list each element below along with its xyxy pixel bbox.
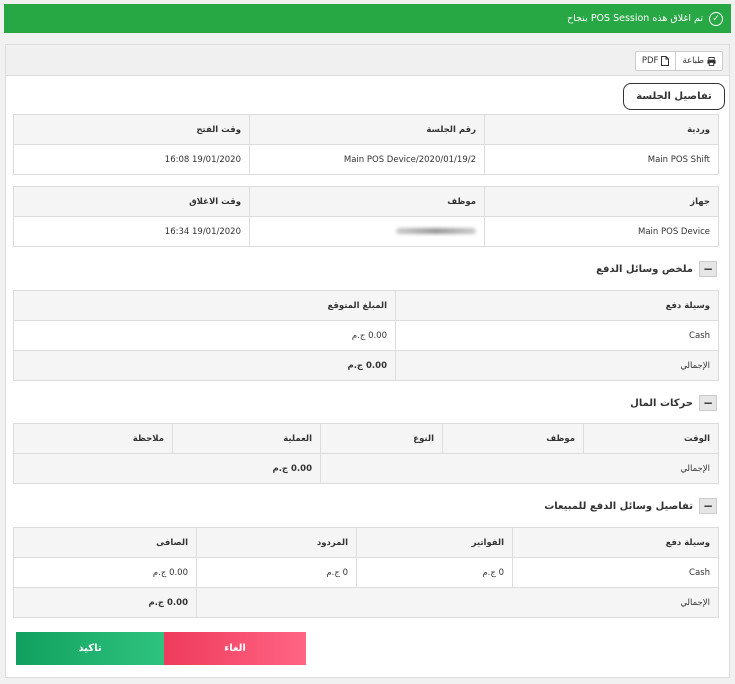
session-info-table-1 — [13, 114, 719, 175]
sales-payments-section-header[interactable] — [544, 498, 717, 514]
expected-amount-header: المبلغ المتوقع — [14, 291, 396, 321]
returns-cell: 0 ج.م — [197, 558, 357, 588]
device-header: جهاز — [485, 187, 719, 217]
sales-payments-title: تفاصيل وسائل الدفع للمبيعات — [544, 500, 693, 512]
action-buttons — [16, 632, 306, 665]
session-info-table-2 — [13, 186, 719, 247]
cash-movements-table — [13, 423, 719, 484]
shift-header: وردية — [485, 115, 719, 145]
total-value: 0.00 ج.م — [14, 351, 396, 381]
sales-payments-table — [13, 527, 719, 618]
closing-time-value: 19/01/2020 16:34 — [14, 217, 250, 247]
cancel-button[interactable]: الغاء — [164, 632, 306, 665]
invoices-cell: 0 ج.م — [357, 558, 513, 588]
print-label: طباعة — [682, 56, 704, 66]
session-panel — [5, 44, 730, 678]
payment-method-cell: Cash — [396, 321, 719, 351]
cash-movements-title: حركات المال — [630, 397, 693, 409]
employee-header: موظف — [250, 187, 485, 217]
opening-time-value: 19/01/2020 16:08 — [14, 145, 250, 175]
panel-toolbar — [6, 45, 729, 76]
total-label: الإجمالي — [197, 588, 719, 618]
confirm-button[interactable]: تاكيد — [16, 632, 164, 665]
collapse-icon[interactable]: − — [699, 395, 717, 411]
printer-icon — [707, 57, 716, 66]
shift-value: Main POS Shift — [485, 145, 719, 175]
pdf-label: PDF — [641, 56, 659, 66]
invoices-header: الفواتير — [357, 528, 513, 558]
session-details-title: تفاصيل الجلسة — [623, 83, 725, 110]
cash-movements-section-header[interactable] — [630, 395, 717, 411]
net-cell: 0.00 ج.م — [14, 558, 197, 588]
payment-summary-section-header[interactable] — [596, 261, 717, 277]
success-alert — [4, 4, 731, 33]
blurred-employee-name — [396, 228, 476, 234]
opening-time-header: وقت الفتح — [14, 115, 250, 145]
payment-method-header: وسيلة دفع — [513, 528, 719, 558]
payment-method-header: وسيلة دفع — [396, 291, 719, 321]
time-header: الوقت — [584, 424, 719, 454]
note-header: ملاحظة — [14, 424, 173, 454]
total-label: الإجمالي — [321, 454, 719, 484]
collapse-icon[interactable]: − — [699, 498, 717, 514]
device-value: Main POS Device — [485, 217, 719, 247]
type-header: النوع — [321, 424, 443, 454]
alert-message: تم اغلاق هذه POS Session بنجاح — [567, 13, 703, 24]
employee-value — [250, 217, 485, 247]
export-button-group — [635, 51, 723, 71]
payment-summary-title: ملخص وسائل الدفع — [596, 263, 693, 275]
employee-header: موظف — [443, 424, 584, 454]
payment-summary-table — [13, 290, 719, 381]
session-number-header: رقم الجلسة — [250, 115, 485, 145]
total-label: الإجمالي — [396, 351, 719, 381]
total-value: 0.00 ج.م — [14, 454, 321, 484]
session-number-value: Main POS Device/2020/01/19/2 — [250, 145, 485, 175]
closing-time-header: وقت الاغلاق — [14, 187, 250, 217]
total-value: 0.00 ج.م — [14, 588, 197, 618]
collapse-icon[interactable]: − — [699, 261, 717, 277]
check-circle-icon: ✓ — [709, 12, 723, 26]
expected-amount-cell: 0.00 ج.م — [14, 321, 396, 351]
print-button[interactable] — [676, 52, 722, 70]
payment-method-cell: Cash — [513, 558, 719, 588]
file-pdf-icon — [661, 56, 669, 66]
pdf-button[interactable] — [636, 52, 677, 70]
net-header: الصافى — [14, 528, 197, 558]
amount-header: العملية — [173, 424, 321, 454]
returns-header: المردود — [197, 528, 357, 558]
